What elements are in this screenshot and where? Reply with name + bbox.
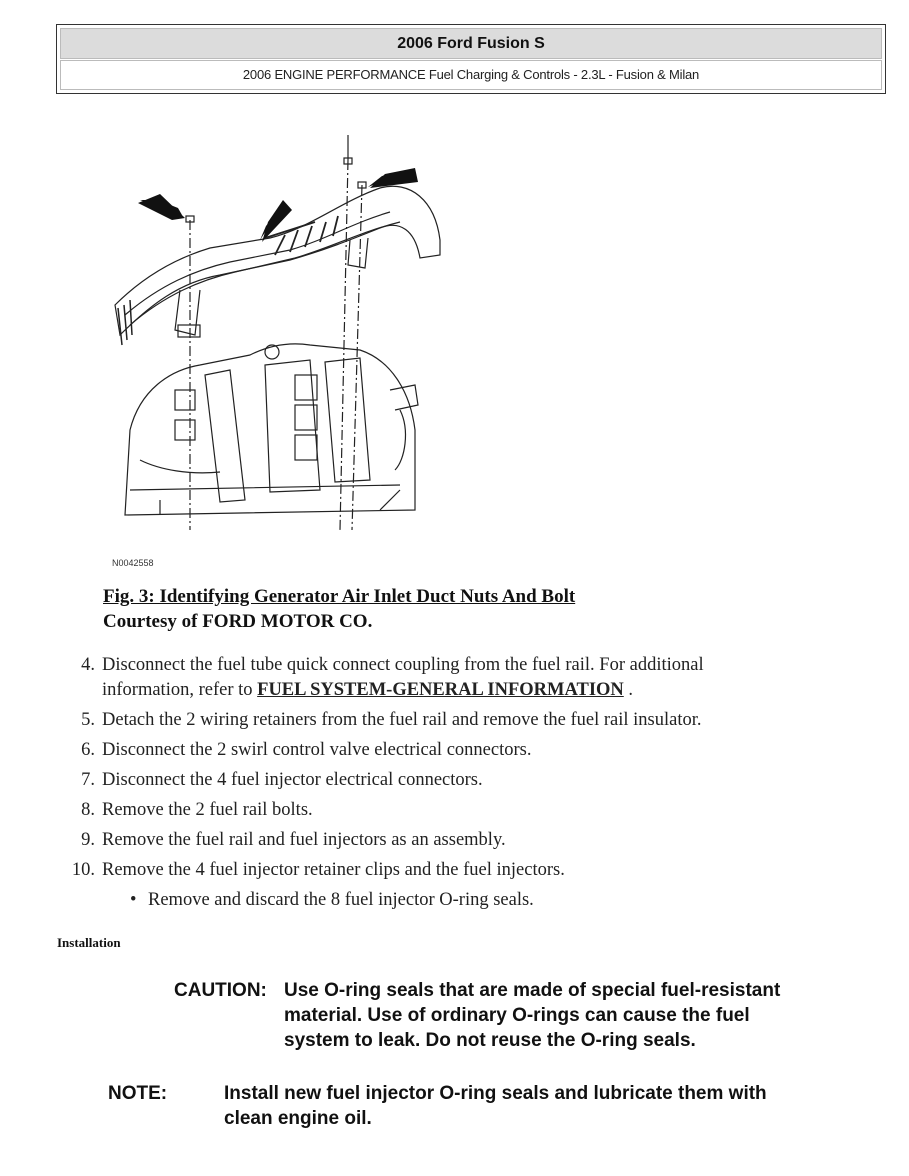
caution-label: CAUTION: [174,980,267,1001]
bullet-icon: • [130,890,137,910]
step-number: 4. [81,655,95,675]
figure-caption: Fig. 3: Identifying Generator Air Inlet Duct Nuts And Bolt [103,586,576,607]
step-number: 10. [71,860,95,880]
step-number: 9. [81,830,95,850]
installation-heading: Installation [57,935,121,950]
step-number: 6. [81,740,95,760]
fuel-system-general-information-link[interactable]: FUEL SYSTEM-GENERAL INFORMATION [257,680,624,700]
caution-line-2: material. Use of ordinary O-rings can cause the fuel [284,1005,750,1026]
note-line-1: Install new fuel injector O-ring seals and lubricate them with [224,1083,767,1104]
step-text: Disconnect the 4 fuel injector electrical connectors. [102,770,483,790]
step-text: Remove the fuel rail and fuel injectors as an assembly. [102,830,506,850]
step-text: . [623,680,634,700]
step-text: Detach the 2 wiring retainers from the fuel rail and remove the fuel rail insulator. [102,710,702,730]
note-label: NOTE: [108,1083,168,1104]
document-header [56,24,886,94]
step-text: Remove the 4 fuel injector retainer clips and the fuel injectors. [102,860,565,880]
step-text: Disconnect the 2 swirl control valve electrical connectors. [102,740,532,760]
step-text: information, refer to [102,680,258,700]
figure-courtesy: Courtesy of FORD MOTOR CO. [103,611,373,632]
section-subtitle: 2006 ENGINE PERFORMANCE Fuel Charging & Controls - 2.3L - Fusion & Milan [60,60,882,90]
step-number: 8. [81,800,95,820]
caution-line-3: system to leak. Do not reuse the O-ring seals. [284,1030,696,1051]
figure-id: N0042558 [112,558,154,568]
vehicle-title: 2006 Ford Fusion S [60,28,882,59]
engine-air-inlet-duct-illustration [100,130,460,540]
note-line-2: clean engine oil. [224,1108,372,1129]
bullet-text: Remove and discard the 8 fuel injector O-ring seals. [148,890,534,910]
step-text: Remove the 2 fuel rail bolts. [102,800,313,820]
step-number: 7. [81,770,95,790]
caution-line-1: Use O-ring seals that are made of special fuel-resistant [284,980,781,1001]
step-number: 5. [81,710,95,730]
step-text: Disconnect the fuel tube quick connect coupling from the fuel rail. For additional [102,655,704,675]
